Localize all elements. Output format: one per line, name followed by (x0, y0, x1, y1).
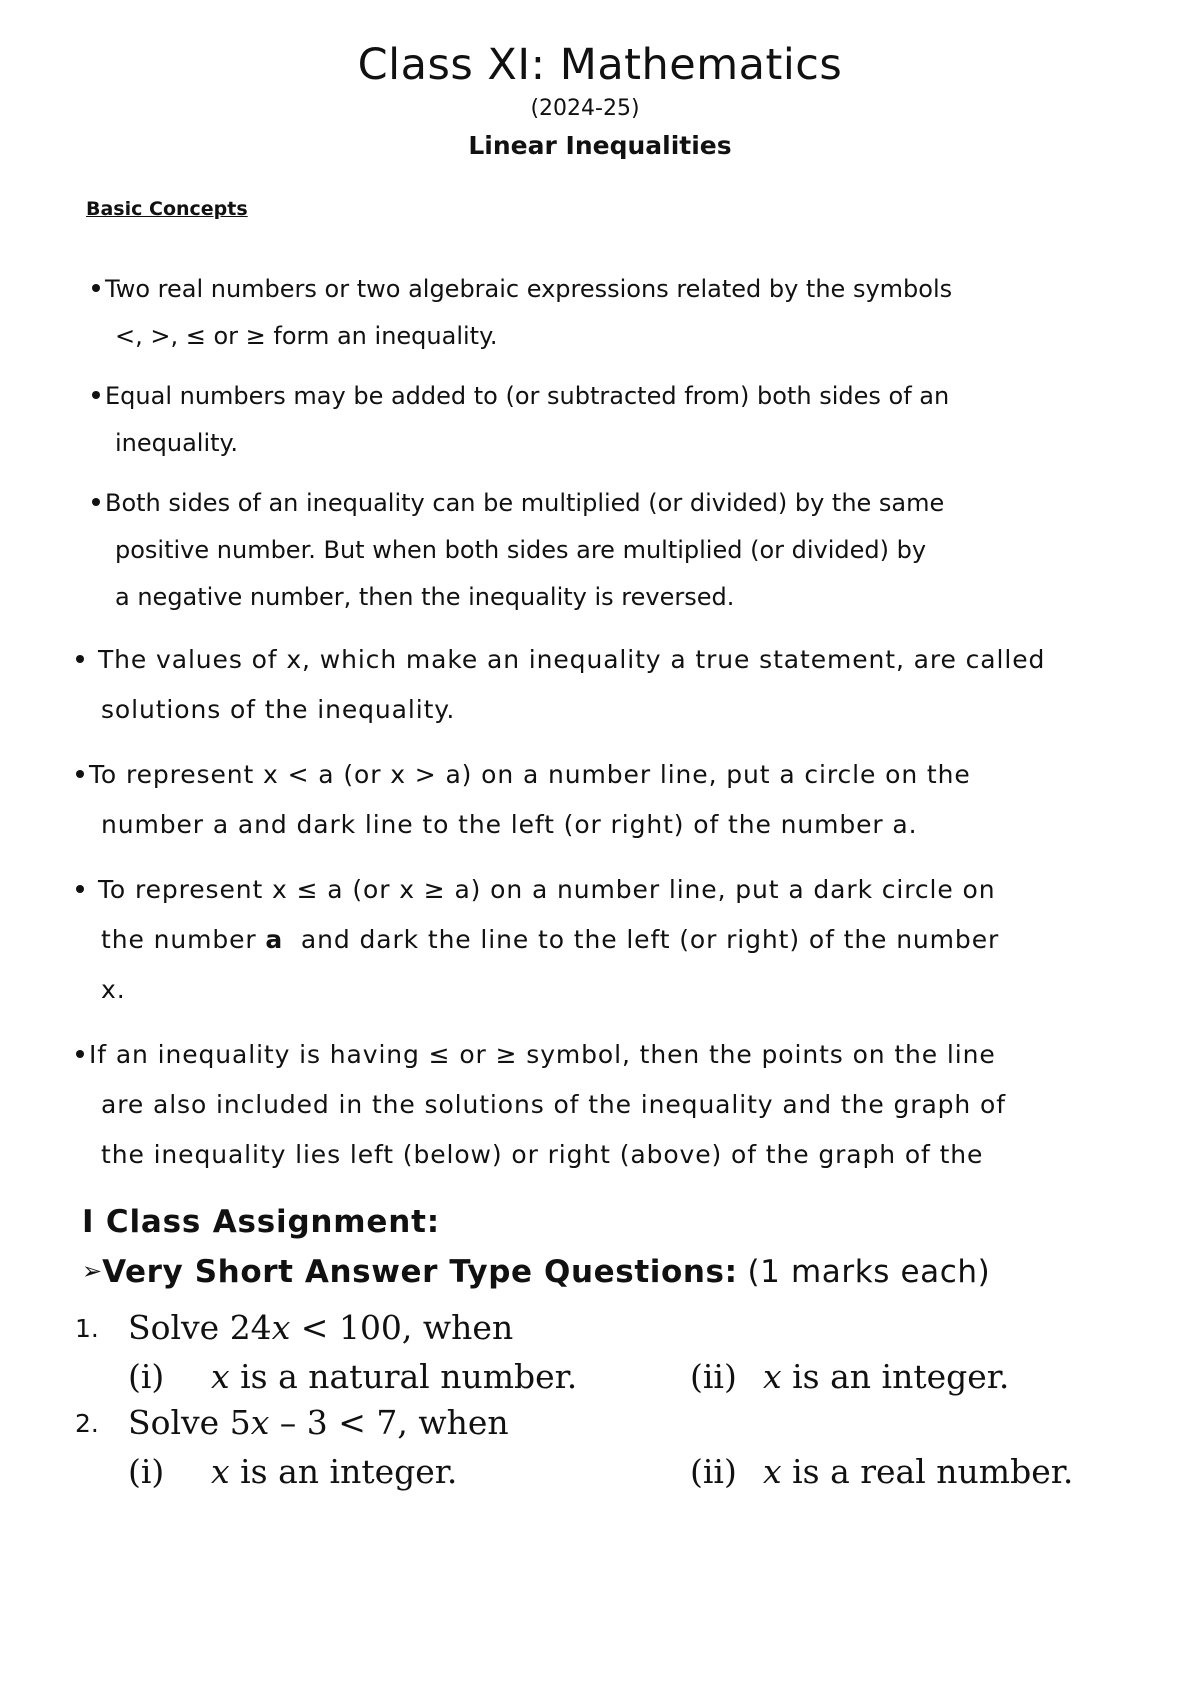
question-option (128, 1357, 578, 1396)
section-title: Very Short Answer Type Questions: (102, 1254, 738, 1290)
basic-concepts-heading: Basic Concepts (86, 198, 248, 220)
bullet-line: the inequality lies left (below) or right (above) of the graph of the (101, 1140, 984, 1169)
bullet-dot-icon (76, 1050, 84, 1058)
bullet-line: If an inequality is having ≤ or ≥ symbol, then the points on the line (76, 1030, 1006, 1080)
bullet-line: the number a and dark the line to the left (or right) of the number (101, 925, 1000, 954)
option-text: x is an integer. (211, 1452, 458, 1491)
section-marks: (1 marks each) (747, 1254, 991, 1290)
chapter-title: Linear Inequalities (468, 131, 732, 160)
option-text: x is a real number. (763, 1452, 1074, 1491)
option-label: (ii) (690, 1357, 737, 1396)
concept-bullet (92, 266, 952, 360)
question-section-heading (82, 1254, 990, 1290)
arrow-bullet-icon: ➢ (82, 1257, 103, 1285)
question-option (690, 1357, 1010, 1396)
question-stem: Solve 24x < 100, when (128, 1308, 514, 1347)
bullet-dot-icon (92, 284, 100, 292)
concept-bullet (92, 480, 944, 621)
bullet-line: To represent x ≤ a (or x ≥ a) on a number line, put a dark circle on (76, 865, 999, 915)
concept-bullet (76, 635, 1045, 735)
bullet-line: To represent x < a (or x > a) on a number line, put a circle on the (76, 750, 971, 800)
concept-bullet (76, 750, 971, 850)
bullet-line: Both sides of an inequality can be multiplied (or divided) by the same (92, 480, 944, 527)
academic-year: (2024-25) (530, 96, 640, 121)
question-stem: Solve 5x – 3 < 7, when (128, 1403, 509, 1442)
bullet-line: number a and dark line to the left (or right) of the number a. (101, 810, 918, 839)
bullet-line: are also included in the solutions of the inequality and the graph of (101, 1090, 1006, 1119)
option-text: x is an integer. (763, 1357, 1010, 1396)
bullet-line: <, >, ≤ or ≥ form an inequality. (115, 322, 498, 350)
bullet-dot-icon (92, 498, 100, 506)
concept-bullet (76, 865, 999, 1015)
bullet-line: Equal numbers may be added to (or subtracted from) both sides of an (92, 373, 949, 420)
bullet-dot-icon (76, 770, 84, 778)
class-assignment-heading: I Class Assignment: (82, 1204, 440, 1240)
bullet-line: x. (101, 975, 126, 1004)
option-text: x is a natural number. (211, 1357, 578, 1396)
bullet-dot-icon (76, 655, 84, 663)
question-number: 2. (75, 1409, 99, 1438)
question-option (128, 1452, 458, 1491)
question-number: 1. (75, 1314, 99, 1343)
bullet-line: inequality. (115, 429, 238, 457)
option-label: (i) (128, 1452, 165, 1491)
question-option (690, 1452, 1074, 1491)
option-label: (i) (128, 1357, 165, 1396)
bullet-line: positive number. But when both sides are multiplied (or divided) by (115, 536, 927, 564)
concept-bullet (76, 1030, 1006, 1180)
bullet-line: The values of x, which make an inequality a true statement, are called (76, 635, 1045, 685)
option-label: (ii) (690, 1452, 737, 1491)
bullet-line: Two real numbers or two algebraic expressions related by the symbols (92, 266, 952, 313)
bold-variable-a: a (265, 925, 284, 954)
bullet-dot-icon (92, 391, 100, 399)
page-title: Class XI: Mathematics (357, 40, 843, 90)
concept-bullet (92, 373, 949, 467)
bullet-line: a negative number, then the inequality is reversed. (115, 583, 735, 611)
bullet-line: solutions of the inequality. (101, 695, 456, 724)
bullet-dot-icon (76, 885, 84, 893)
